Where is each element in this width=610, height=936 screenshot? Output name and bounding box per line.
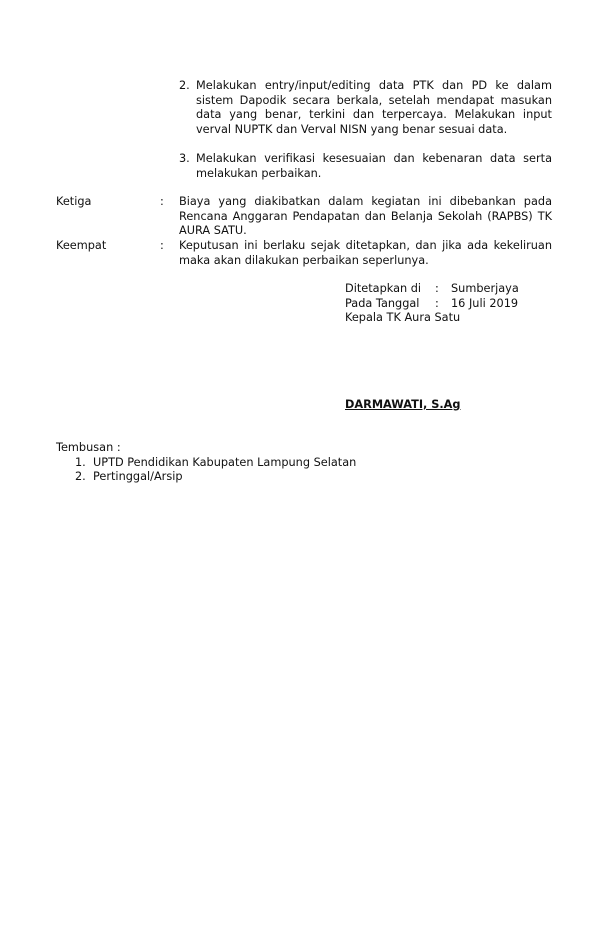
place-colon: : <box>435 282 439 295</box>
tembusan-item-number: 1. <box>75 456 86 469</box>
list-item-text: Melakukan verifikasi kesesuaian dan kebenaran data serta melakukan perbaikan. <box>196 152 552 180</box>
tembusan-item-text: UPTD Pendidikan Kabupaten Lampung Selatan <box>93 456 357 469</box>
date-label: Pada Tanggal <box>345 297 420 310</box>
clause-colon: : <box>160 239 164 252</box>
clause-text: Keputusan ini berlaku sejak ditetapkan, dan jika ada kekeliruan maka akan dilakukan perbaikan seperlunya. <box>179 239 552 267</box>
clause-label: Keempat <box>56 239 107 252</box>
tembusan-item-number: 2. <box>75 470 86 483</box>
list-item-number: 2. <box>179 79 190 92</box>
clause-label: Ketiga <box>56 195 92 208</box>
list-item-text: Melakukan entry/input/editing data PTK dan PD ke dalam sistem Dapodik secara berkala, setelah mendapat masukan data yang benar, terkini dan terpercaya. Melakukan input verval NUPTK dan Verval NISN yang benar sesuai data. <box>196 79 552 136</box>
signer-name: DARMAWATI, S.Ag <box>345 398 461 411</box>
signer-position: Kepala TK Aura Satu <box>345 311 461 324</box>
tembusan-item-text: Pertinggal/Arsip <box>93 470 183 483</box>
clause-colon: : <box>160 195 164 208</box>
list-item-number: 3. <box>179 152 190 165</box>
clause-text: Biaya yang diakibatkan dalam kegiatan ini dibebankan pada Rencana Anggaran Pendapatan dan Belanja Sekolah (RAPBS) TK AURA SATU. <box>179 195 552 238</box>
date-value: 16 Juli 2019 <box>451 297 519 310</box>
place-value: Sumberjaya <box>451 282 519 295</box>
date-colon: : <box>435 297 439 310</box>
tembusan-title: Tembusan : <box>56 441 121 454</box>
place-label: Ditetapkan di <box>345 282 422 295</box>
